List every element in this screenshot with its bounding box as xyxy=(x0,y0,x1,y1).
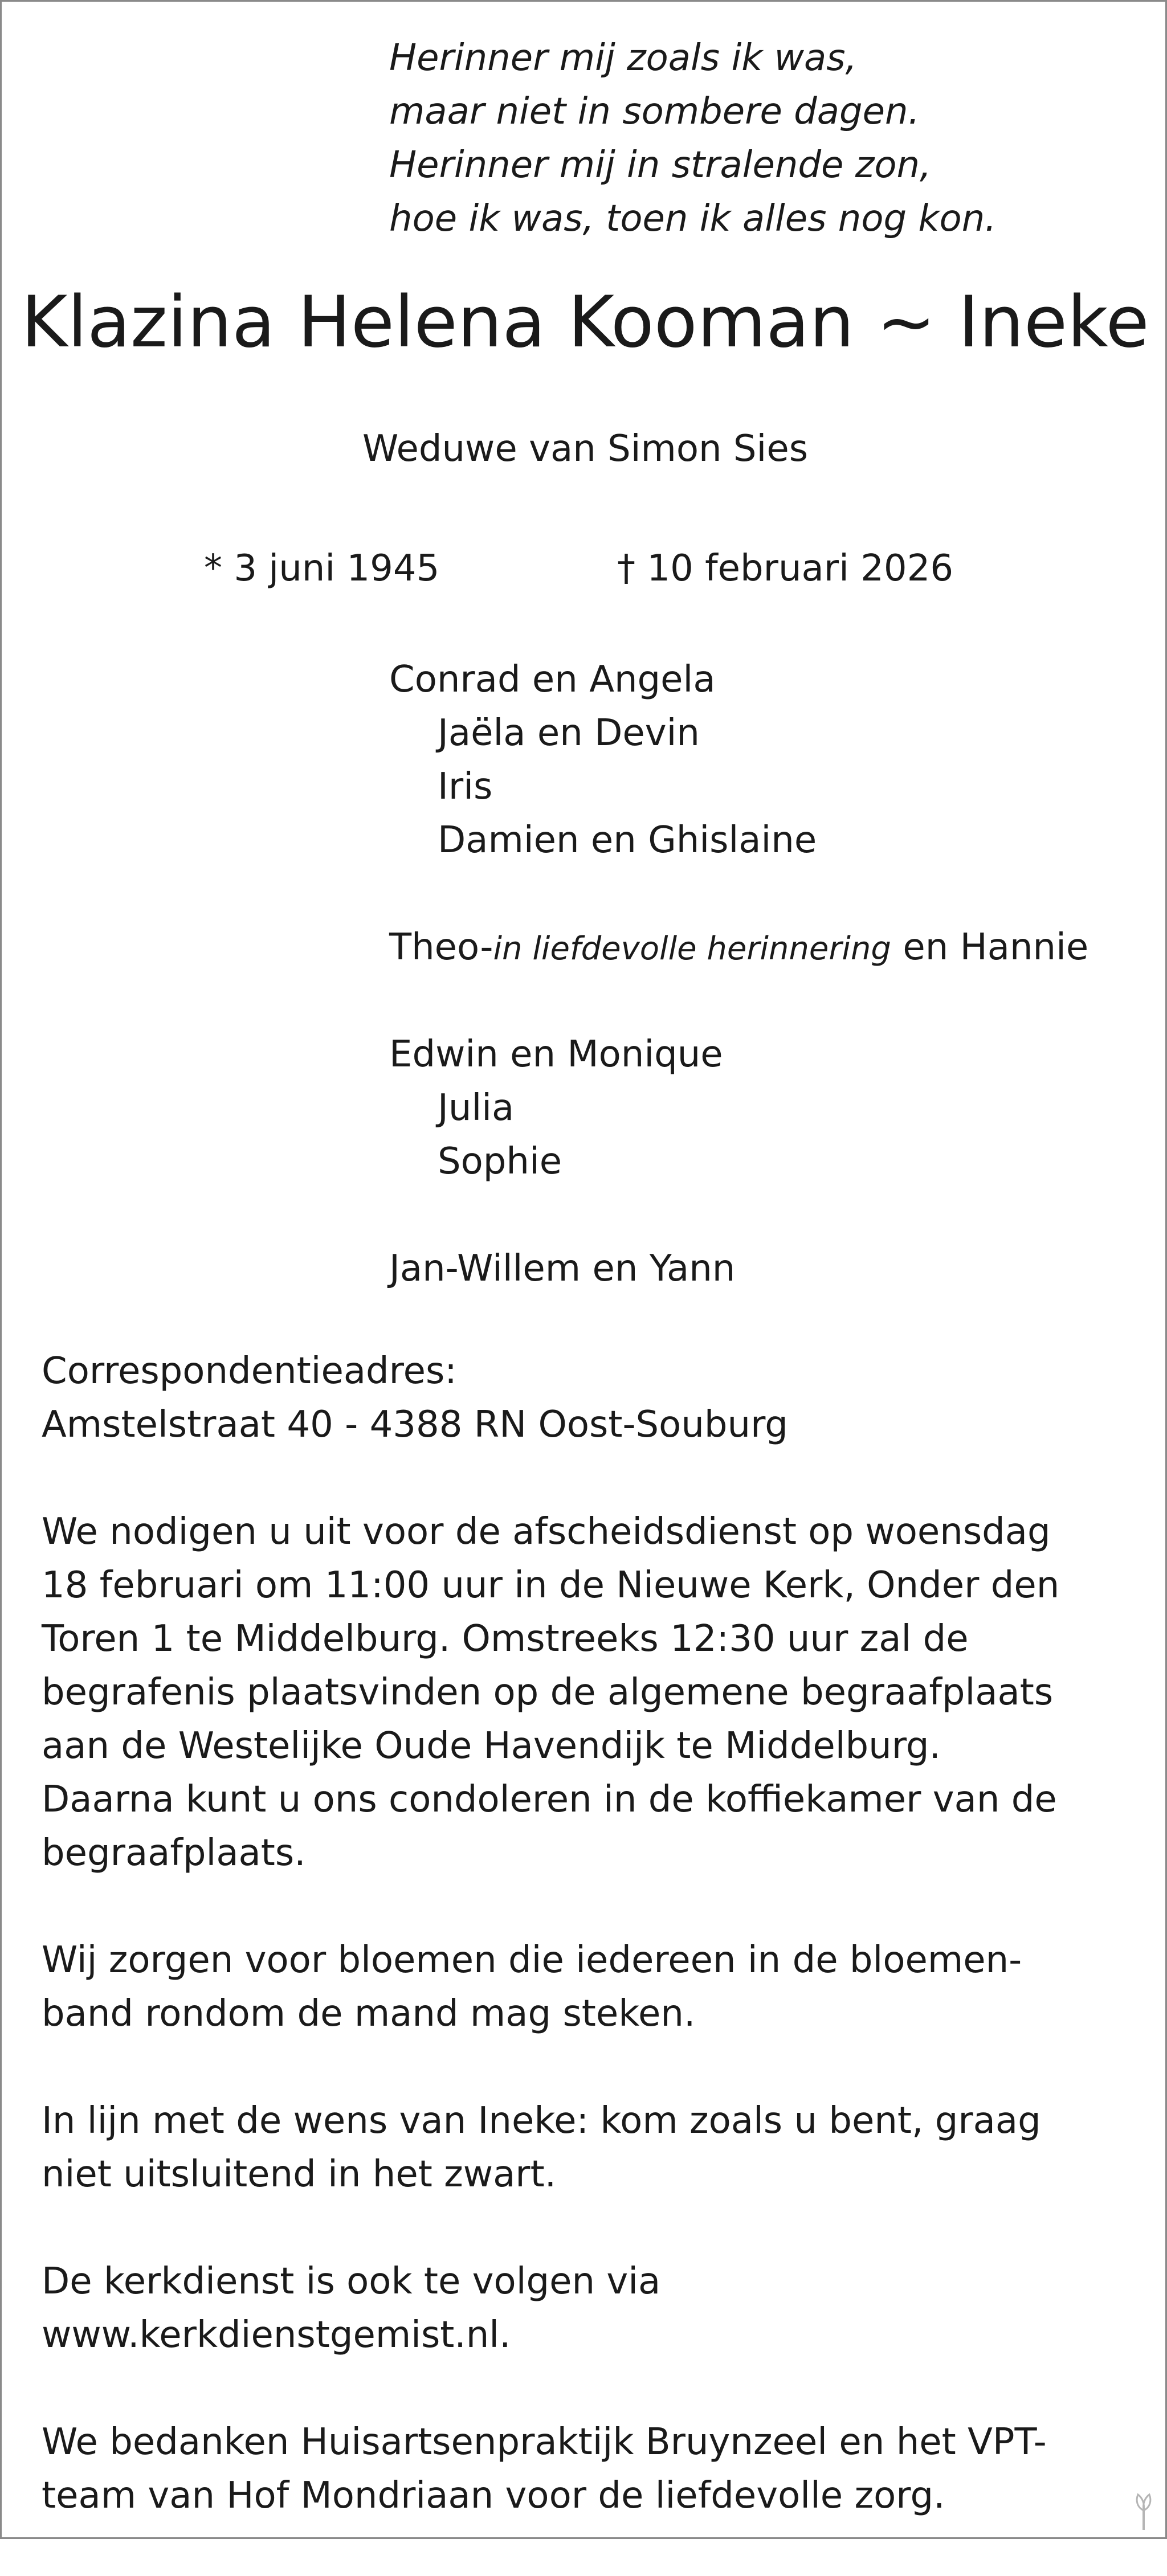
thanks-note xyxy=(42,2415,1136,2522)
family-member: Jan-Willem en Yann xyxy=(389,1248,736,1290)
poem xyxy=(389,31,997,246)
memorial-note: in liefdevolle herinnering xyxy=(493,930,891,967)
paragraph-line: We nodigen u uit voor de afscheidsdienst op woensdag xyxy=(42,1511,1051,1553)
notice-body xyxy=(42,1344,1136,2576)
family-member xyxy=(389,921,1088,974)
service-invitation xyxy=(42,1505,1136,1880)
paragraph-line: Correspondentieadres: xyxy=(42,1350,457,1392)
death-date: † 10 februari 2026 xyxy=(617,547,954,590)
grandchild: Sophie xyxy=(438,1140,562,1183)
correspondence-address xyxy=(42,1344,1136,1451)
spacer xyxy=(389,1188,1088,1242)
widow-of: Weduwe van Simon Sies xyxy=(362,428,809,470)
grandchild: Iris xyxy=(438,766,493,808)
paragraph-line: aan de Westelijke Oude Havendijk te Middelburg. xyxy=(42,1725,941,1767)
paragraph-line: begraafplaats. xyxy=(42,1832,306,1874)
livestream-note xyxy=(42,2255,1136,2362)
poem-line: Herinner mij in stralende zon, xyxy=(389,144,932,186)
birth-date: * 3 juni 1945 xyxy=(204,547,440,590)
poem-line: maar niet in sombere dagen. xyxy=(389,91,920,133)
paragraph-line: team van Hof Mondriaan voor de liefdevolle zorg. xyxy=(42,2475,945,2517)
grandchild: Jaëla en Devin xyxy=(438,712,700,754)
paragraph-line: band rondom de mand mag steken. xyxy=(42,1993,696,2035)
paragraph-line: Toren 1 te Middelburg. Omstreeks 12:30 uur zal de xyxy=(42,1618,969,1660)
family-member-name: Theo- xyxy=(389,926,493,968)
paragraph-line: begrafenis plaatsvinden op de algemene begraafplaats xyxy=(42,1671,1054,1714)
paragraph-line: Wij zorgen voor bloemen die iedereen in de bloemen- xyxy=(42,1939,1022,1981)
grandchild: Damien en Ghislaine xyxy=(438,819,817,861)
paragraph-line: niet uitsluitend in het zwart. xyxy=(42,2153,557,2195)
paragraph-line: www.kerkdienstgemist.nl. xyxy=(42,2314,511,2356)
paragraph-line: In lijn met de wens van Ineke: kom zoals u bent, graag xyxy=(42,2100,1041,2142)
paragraph-line: 18 februari om 11:00 uur in de Nieuwe Kerk, Onder den xyxy=(42,1564,1060,1606)
paragraph-line: We bedanken Huisartsenpraktijk Bruynzeel en het VPT- xyxy=(42,2421,1047,2463)
spacer xyxy=(389,974,1088,1028)
family-list xyxy=(389,653,1088,1295)
family-member-partner: en Hannie xyxy=(891,926,1089,968)
poem-line: hoe ik was, toen ik alles nog kon. xyxy=(389,198,997,240)
publisher-mark-icon xyxy=(1132,2491,1155,2533)
spacer xyxy=(389,867,1088,921)
grandchild: Julia xyxy=(438,1087,515,1129)
flowers-note xyxy=(42,1933,1136,2041)
family-member: Conrad en Angela xyxy=(389,659,716,701)
paragraph-line: Daarna kunt u ons condoleren in de koffiekamer van de xyxy=(42,1778,1057,1821)
paragraph-line: Amstelstraat 40 - 4388 RN Oost-Souburg xyxy=(42,1404,788,1446)
paragraph-line: De kerkdienst is ook te volgen via xyxy=(42,2260,661,2303)
poem-line: Herinner mij zoals ik was, xyxy=(389,37,857,79)
deceased-name: Klazina Helena Kooman ~ Ineke xyxy=(21,281,1149,363)
family-member: Edwin en Monique xyxy=(389,1033,723,1076)
dress-note xyxy=(42,2094,1136,2201)
